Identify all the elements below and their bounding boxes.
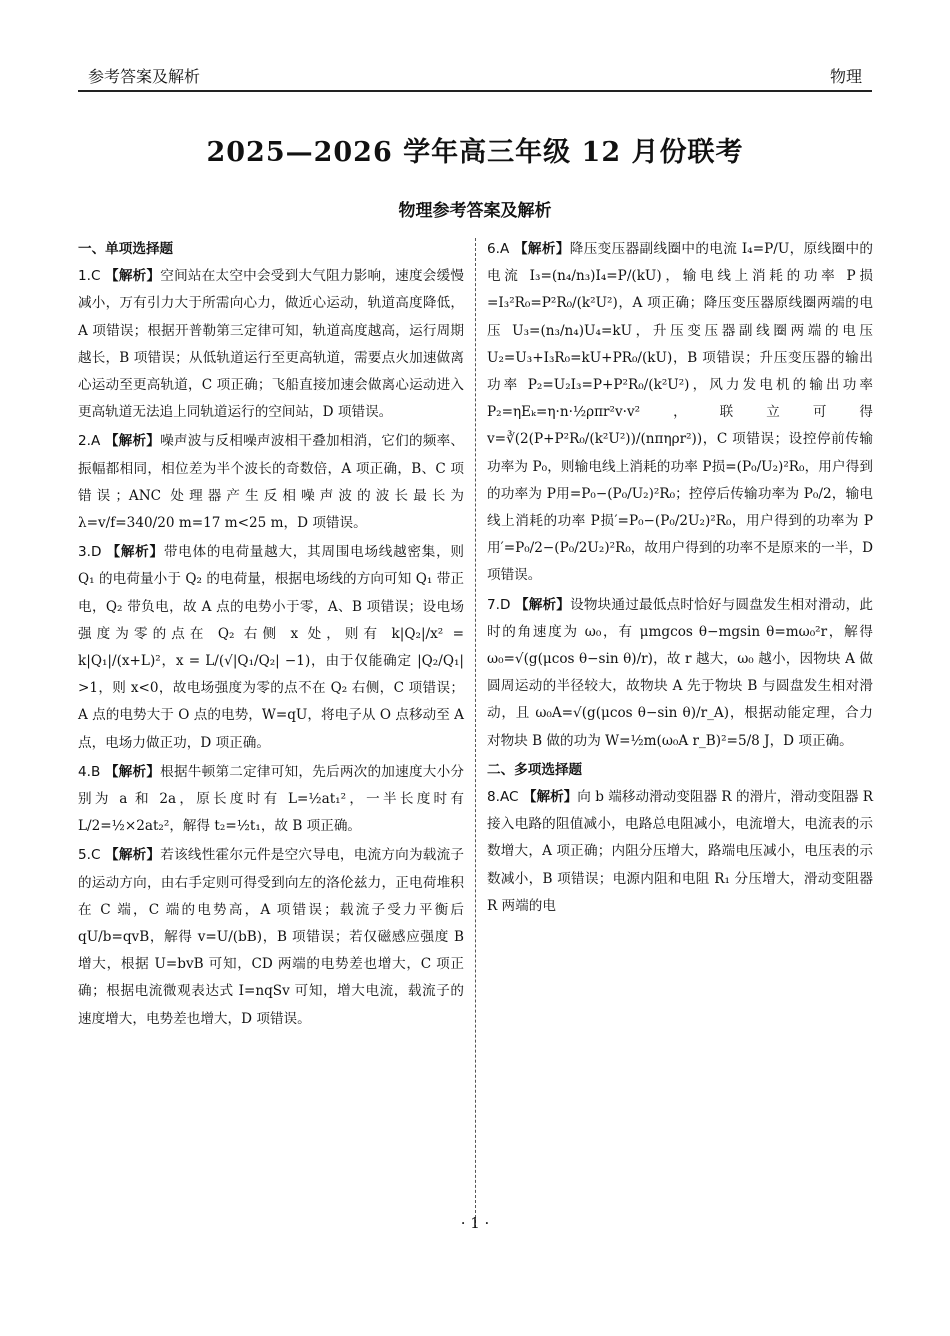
answer-item: 5.C 【解析】若该线性霍尔元件是空穴导电，电流方向为载流子的运动方向，由右手定则可得受到向左的洛伦兹力，正电荷堆积在 C 端，C 端的电势高，A 项错误；载流子受力平衡后 qU/b=qvB，解得 v=U/(bB)，B 项错误；若仅磁感应强度 B 增大，根据 U=bvB 可知，CD 两端的电势差也增大，C 项正确；根据电流微观表达式 I=nqSv 可知，增大电流，载流子的速度增大，电势差也增大，D 项错误。	[78, 847, 464, 1027]
section-heading-single: 一、单项选择题	[78, 241, 174, 257]
column-divider	[475, 238, 476, 1228]
answer-item: 8.AC 【解析】向 b 端移动滑动变阻器 R 的滑片，滑动变阻器 R 接入电路的阻值减小，电路总电阻减小，电流增大，电流表的示数增大，A 项正确；内阻分压增大，路端电压减小，电压表的示数减小，B 项错误；电源内阻和电阻 R₁ 分压增大，滑动变阻器 R 两端的电	[487, 789, 874, 914]
page-header	[78, 58, 872, 92]
left-column	[78, 236, 464, 1035]
answer-item: 4.B 【解析】根据牛顿第二定律可知，先后两次的加速度大小分别为 a 和 2a，原长度时有 L=½at₁²，一半长度时有 L/2=½×2at₂²，解得 t₂=½t₁，故 B 项正确。	[78, 763, 465, 835]
answer-item: 2.A 【解析】噪声波与反相噪声波相干叠加相消，它们的频率、振幅都相同，相位差为半个波长的奇数倍，A 项正确，B、C 项错误；ANC 处理器产生反相噪声波的波长最长为 λ=v/f=340/20 m=17 m<25 m，D 项错误。	[78, 433, 465, 532]
answer-item: 7.D 【解析】设物块通过最低点时恰好与圆盘发生相对滑动，此时的角速度为 ω₀，有 μmgcos θ−mgsin θ=mω₀²r，解得 ω₀=√(g(μcos θ−sin θ)/r)，故 r 越大，ω₀ 越小，因物块 A 做圆周运动的半径较大，故物块 A 先于物块 B 与圆盘发生相对滑动，且 ω₀A=√(g(μcos θ−sin θ)/r_A)，根据动能定理，合力对物块 B 做的功为 W=½m(ω₀A r_B)²=5/8 J，D 项正确。	[487, 596, 874, 749]
page-title: 2025—2026 学年高三年级 12 月份联考	[206, 137, 744, 168]
page-subtitle: 物理参考答案及解析	[398, 201, 552, 221]
header-left: 参考答案及解析	[88, 67, 201, 86]
header-rule	[78, 90, 872, 92]
answer-item: 6.A 【解析】降压变压器副线圈中的电流 I₄=P/U，原线圈中的电流 I₃=(n₄/n₃)I₄=P/(kU)，输电线上消耗的功率 P损=I₃²R₀=P²R₀/(k²U²)，A 项正确；降压变压器原线圈两端的电压 U₃=(n₃/n₄)U₄=kU，升压变压器副线圈两端的电压 U₂=U₃+I₃R₀=kU+PR₀/(kU)，B 项错误；升压变压器的输出功率 P₂=U₂I₃=P+P²R₀/(k²U²)，风力发电机的输出功率 P₂=ηEₖ=η·n·½ρπr²v·v²，联立可得 v=∛(2(P+P²R₀/(k²U²))/(nπηρr²))，C 项错误；设控停前传输功率为 P₀，则输电线上消耗的功率 P损=(P₀/U₂)²R₀，用户得到的功率为 P用=P₀−(P₀/U₂)²R₀；控停后传输功率为 P₀/2，输电线上消耗的功率 P损′=P₀−(P₀/2U₂)²R₀，用户得到的功率为 P用′=P₀/2−(P₀/2U₂)²R₀，故用户得到的功率不是原来的一半，D 项错误。	[487, 241, 873, 584]
right-column	[487, 236, 873, 922]
page-number: · 1 ·	[460, 1214, 490, 1232]
section-heading-multi: 二、多项选择题	[487, 761, 583, 778]
header-right: 物理	[829, 67, 862, 86]
answer-item: 1.C 【解析】空间站在太空中会受到大气阻力影响，速度会缓慢减小，万有引力大于所需向心力，做近心运动，轨道高度降低，A 项错误；根据开普勒第三定律可知，轨道高度越高，运行周期越长，B 项错误；从低轨道运行至更高轨道，需要点火加速做离心运动至更高轨道，C 项正确；飞船直接加速会做离心运动进入更高轨道无法追上同轨道运行的空间站，D 项错误。	[78, 268, 464, 421]
answer-item: 3.D 【解析】带电体的电荷量越大，其周围电场线越密集，则 Q₁ 的电荷量小于 Q₂ 的电荷量，根据电场线的方向可知 Q₁ 带正电，Q₂ 带负电，故 A 点的电势小于零，A、B 项错误；设电场强度为零的点在 Q₂ 右侧 x 处，则有 k|Q₂|/x² = k|Q₁|/(x+L)²，x = L/(√|Q₁/Q₂| −1)，由于仅能确定 |Q₂/Q₁| >1，则 x<0，故电场强度为零的点不在 Q₂ 右侧，C 项错误；A 点的电势大于 O 点的电势，W=qU，将电子从 O 点移动至 A 点，电场力做正功，D 项正确。	[78, 544, 465, 751]
